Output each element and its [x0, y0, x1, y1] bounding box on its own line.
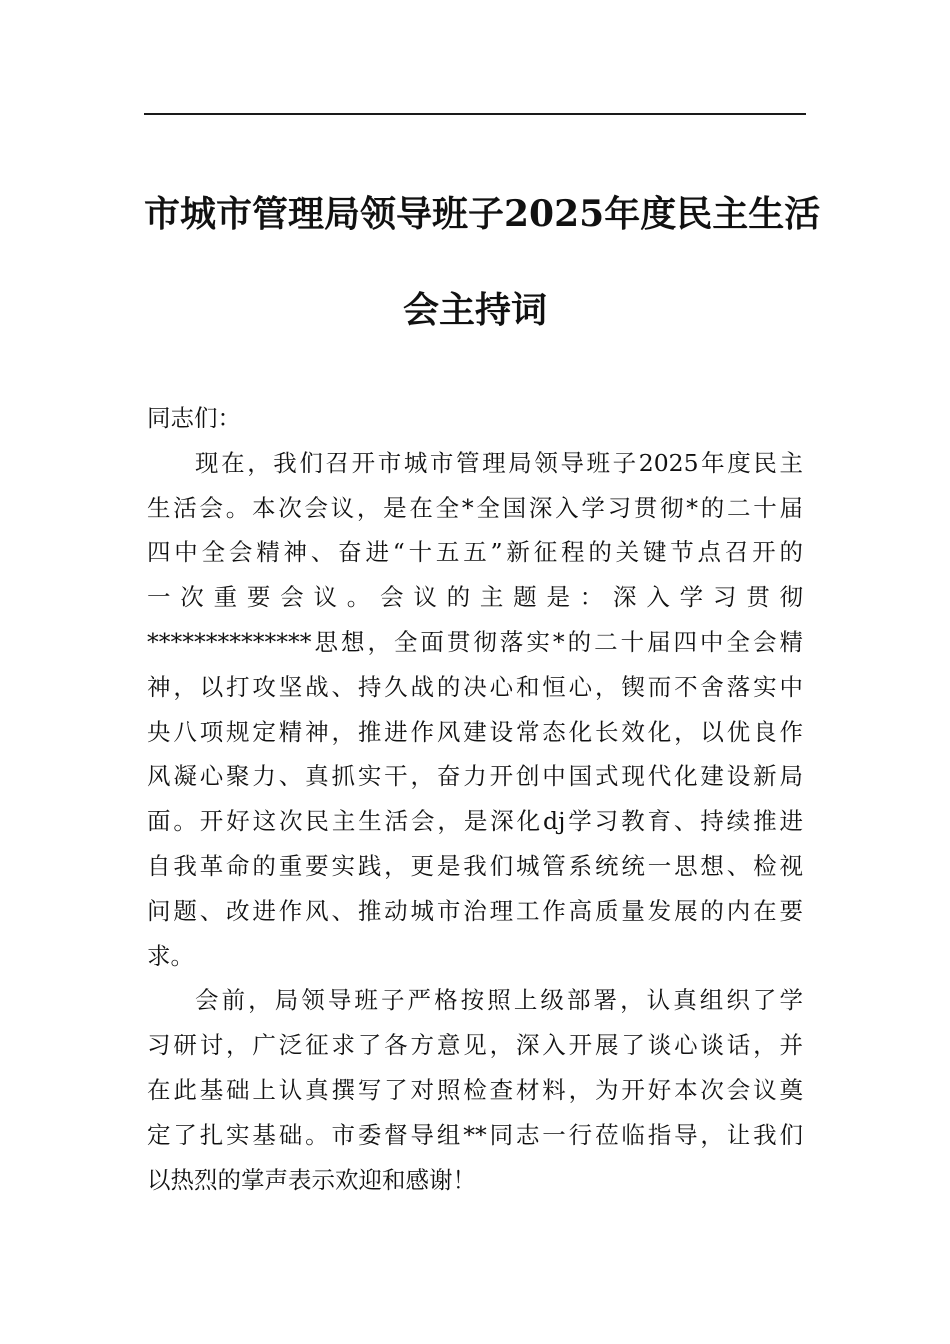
paragraph-1-line: 面。开好这次民主生活会，是深化dj学习教育、持续推进 [147, 807, 803, 836]
paragraph-2-line: 会前，局领导班子严格按照上级部署，认真组织了学 [195, 986, 803, 1015]
paragraph-1-line: 神，以打攻坚战、持久战的决心和恒心，锲而不舍落实中 [147, 672, 803, 701]
header-rule [144, 113, 806, 115]
document-body [147, 396, 803, 1202]
paragraph-2-line: 定了扎实基础。市委督导组**同志一行莅临指导，让我们 [147, 1120, 803, 1149]
paragraph-1-line: 风凝心聚力、真抓实干，奋力开创中国式现代化建设新局 [147, 762, 803, 791]
paragraph-1-line: 一次重要会议。会议的主题是：深入学习贯彻 [147, 583, 803, 612]
paragraph-1-line: 央八项规定精神，推进作风建设常态化长效化，以优良作 [147, 717, 803, 746]
paragraph-1-line: 生活会。本次会议，是在全*全国深入学习贯彻*的二十届 [147, 493, 803, 522]
salutation: 同志们： [147, 404, 241, 432]
paragraph-2-line: 以热烈的掌声表示欢迎和感谢！ [147, 1165, 476, 1194]
paragraph-2 [147, 978, 803, 1202]
paragraph-1-line: 问题、改进作风、推动城市治理工作高质量发展的内在要 [147, 896, 803, 925]
paragraph-1-line: 四中全会精神、奋进“十五五”新征程的关键节点召开的 [147, 538, 803, 567]
paragraph-1-line: 求。 [147, 941, 194, 970]
paragraph-1-line: 现在，我们召开市城市管理局领导班子2025年度民主 [195, 448, 803, 477]
paragraph-1-line: 自我革命的重要实践，更是我们城管系统统一思想、检视 [147, 851, 803, 880]
paragraph-1-line: **************思想，全面贯彻落实*的二十届四中全会精 [147, 627, 803, 656]
title-line-2: 会主持词 [402, 289, 547, 331]
paragraph-2-line: 习研讨，广泛征求了各方意见，深入开展了谈心谈话，并 [147, 1031, 803, 1060]
document-title [144, 166, 821, 358]
title-line-1: 市城市管理局领导班子2025年度民主生活 [144, 193, 821, 235]
paragraph-1 [147, 441, 803, 979]
paragraph-2-line: 在此基础上认真撰写了对照检查材料，为开好本次会议奠 [147, 1075, 803, 1104]
